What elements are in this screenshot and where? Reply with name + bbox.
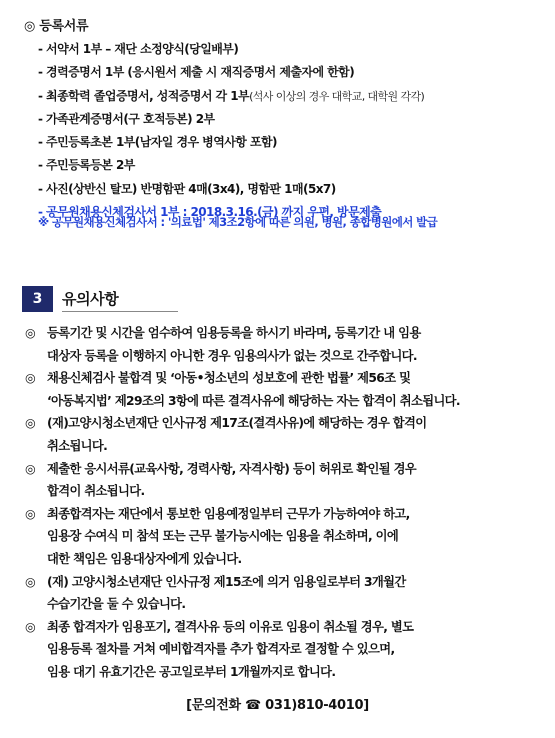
registration-docs-title: ◎ 등록서류 xyxy=(24,19,89,34)
note-bullet-icon: ◎ xyxy=(25,326,36,340)
docs-item-pledge: - 서약서 1부 – 재단 소정양식(당일배부) xyxy=(38,42,239,56)
note-item-reserve-candidates: ◎ 최종 합격자가 임용포기, 결격사유 등의 이유로 임용이 취소될 경우, 별도 임용등록 절차를 거쳐 예비합격자를 추가 합격자로 결정할 수 있으며, 임용 대기 유효기간은 공고일로부터 1개월까지로 합니다. xyxy=(25,616,550,684)
docs-item-resident-copy: - 주민등록등본 2부 xyxy=(38,158,135,173)
note-bullet-icon: ◎ xyxy=(25,619,36,634)
note-item-disqualification: ◎ (재)고양시청소년재단 인사규정 제17조(결격사유)에 해당하는 경우 합격이 취소됩니다. xyxy=(25,412,550,457)
note-bullet-icon: ◎ xyxy=(25,371,36,386)
note-bullet-icon: ◎ xyxy=(25,506,36,521)
docs-item-education-note: (석사 이상의 경우 대학교, 대학원 각각) xyxy=(249,89,425,103)
note-item-probation: ◎ (재) 고양시청소년재단 인사규정 제15조에 의거 임용일로부터 3개월간 수습기간을 둘 수 있습니다. xyxy=(25,571,550,616)
section-header xyxy=(22,286,182,312)
section-number-badge: 3 xyxy=(22,286,53,312)
registration-docs-list xyxy=(38,38,553,224)
section-title: 유의사항 xyxy=(62,290,119,308)
notes-list xyxy=(25,322,550,684)
note-bullet-icon: ◎ xyxy=(25,461,36,476)
docs-item-health-check: - 공무원채용신체검사서 1부 : 2018.3.16.(금) 까지 우편, 방문제출 xyxy=(38,205,382,220)
note-bullet-icon: ◎ xyxy=(25,574,36,589)
note-item-health-check: ◎ 채용신체검사 불합격 및 ‘아동•청소년의 성보호에 관한 법률’ 제56조 및 ‘아동복지법’ 제29조의 3항에 따른 결격사유에 해당하는 자는 합격이 취소됩니다. xyxy=(25,367,550,412)
docs-item-career-certificate: - 경력증명서 1부 (응시원서 제출 시 재직증명서 제출자에 한함) xyxy=(38,65,355,80)
docs-item-resident-abstract: - 주민등록초본 1부(남자일 경우 병역사항 포함) xyxy=(38,135,277,150)
section-underline xyxy=(62,311,178,312)
note-bullet-icon: ◎ xyxy=(25,416,36,431)
note-item-false-documents: ◎ 제출한 응시서류(교육사항, 경력사항, 자격사항) 등이 허위로 확인될 경우 합격이 취소됩니다. xyxy=(25,458,550,503)
docs-item-family-certificate: - 가족관계증명서(구 호적등본) 2부 xyxy=(38,111,215,126)
note-item-registration-period: ◎ 등록기간 및 시간을 엄수하여 임용등록을 하시기 바라며, 등록기간 내 임용 대상자 등록을 이행하지 아니한 경우 임용의사가 없는 것으로 간주합니다. xyxy=(25,322,550,367)
contact-phone: [문의전화 ☎ 031)810-4010] xyxy=(186,698,369,713)
docs-item-photos: - 사진(상반신 탈모) 반명함판 4매(3x4), 명함판 1매(5x7) xyxy=(38,181,336,196)
docs-item-education-certificate: - 최종학력 졸업증명서, 성적증명서 각 1부(석사 이상의 경우 대학교, 대학원 각각) xyxy=(38,88,425,103)
note-item-start-date: ◎ 최종합격자는 재단에서 통보한 임용예정일부터 근무가 가능하여야 하고, 임용장 수여식 미 참석 또는 근무 불가능시에는 임용을 취소하며, 이에 대한 책임은 임용대상자에게 있습니다. xyxy=(25,503,550,571)
health-check-note: ※ 공무원채용신체검사서 : '의료법' 제3조2항에 따른 의원, 병원, 종합병원에서 발급 xyxy=(38,215,438,229)
